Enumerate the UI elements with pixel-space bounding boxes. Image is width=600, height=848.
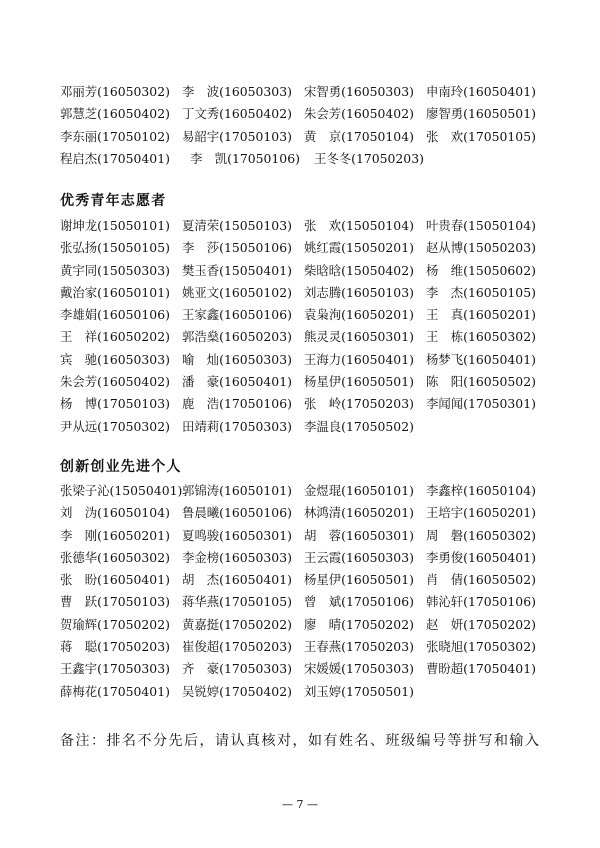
name-entry: 李 杰(16050105) (426, 284, 536, 300)
name-entry: 张 欢(17050105) (426, 128, 536, 144)
name-entry: 杨 维(15050602) (426, 262, 536, 278)
name-entry: 赵从博(15050203) (426, 240, 536, 256)
name-entry: 王云霞(16050303) (304, 549, 414, 565)
name-entry: 胡 蓉(16050301) (304, 527, 414, 543)
page-number: — 7 — (282, 798, 318, 811)
name-entry: 赵 妍(17050202) (426, 616, 536, 632)
honoree-list-continued (60, 81, 552, 170)
name-entry: 廖智勇(16050501) (426, 106, 536, 122)
name-entry: 郭浩燊(16050203) (182, 329, 292, 345)
name-entry: 吴锐婷(17050402) (182, 683, 292, 699)
name-entry: 齐 豪(17050303) (182, 661, 292, 677)
name-entry: 林鸿清(16050201) (304, 505, 414, 521)
name-entry: 熊灵灵(16050301) (304, 329, 414, 345)
name-entry: 夏清荣(15050103) (182, 218, 292, 233)
name-entry: 曹 跃(17050103) (60, 594, 170, 610)
name-entry: 宋媛媛(17050303) (304, 661, 414, 677)
name-entry: 李雄娟(16050106) (60, 307, 170, 323)
name-entry: 李 莎(15050106) (182, 240, 292, 256)
name-entry: 王春燕(17050203) (304, 639, 414, 655)
name-entry: 谢坤龙(15050101) (60, 218, 170, 233)
name-entry: 朱会芳(16050402) (304, 106, 414, 122)
name-entry: 蒋华燕(17050105) (182, 594, 292, 610)
name-entry: 刘 沩(16050104) (60, 505, 170, 521)
name-entry: 张 欢(15050104) (304, 218, 414, 233)
name-entry: 黄 京(17050104) (304, 128, 414, 144)
name-entry: 田靖莉(17050303) (182, 418, 292, 434)
name-entry: 韩沁轩(17050106) (426, 594, 536, 610)
name-entry: 樊玉香(15050401) (182, 262, 292, 278)
name-entry: 胡 杰(16050401) (182, 572, 292, 588)
name-entry: 曹盼超(17050401) (426, 661, 536, 677)
name-entry: 李 波(16050303) (182, 84, 292, 99)
section-heading-innovators: 创新创业先进个人 (60, 459, 182, 475)
name-entry: 李 刚(16050201) (60, 527, 170, 543)
name-entry: 王 祥(16050202) (60, 329, 170, 345)
name-entry: 杨梦飞(16050401) (426, 351, 536, 367)
name-entry: 杨星伊(16050501) (304, 572, 414, 588)
name-entry: 王鑫宇(17050303) (60, 661, 170, 677)
name-entry: 李闻闻(17050301) (426, 396, 536, 412)
name-entry: 周 磐(16050302) (426, 527, 536, 543)
name-entry: 廖 晴(17050202) (304, 616, 414, 632)
name-entry: 程启杰(17050401) (60, 150, 170, 166)
name-entry: 王 栋(16050302) (426, 329, 536, 345)
name-entry: 鲁晨曦(16050106) (182, 505, 292, 521)
name-entry: 朱会芳(16050402) (60, 374, 170, 390)
name-entry: 张 岭(17050203) (304, 396, 414, 412)
name-entry: 郭锦涛(16050101) (182, 483, 292, 498)
name-entry: 黄嘉挺(17050202) (182, 616, 292, 632)
name-entry: 曾 斌(17050106) (304, 594, 414, 610)
name-entry: 喻 灿(16050303) (182, 351, 292, 367)
name-entry: 王家鑫(16050106) (182, 307, 292, 323)
name-entry: 姚亚文(16050102) (182, 284, 292, 300)
name-entry: 潘 豪(16050401) (182, 374, 292, 390)
section-heading-volunteers: 优秀青年志愿者 (60, 193, 167, 209)
name-entry: 杨 博(17050103) (60, 396, 170, 412)
name-entry: 鹿 浩(17050106) (182, 396, 292, 412)
name-entry: 李鑫梓(16050104) (426, 483, 536, 498)
name-entry: 夏鸣骏(16050301) (182, 527, 292, 543)
name-entry: 戴治家(16050101) (60, 284, 170, 300)
name-entry: 张梁子沁(15050401) (60, 483, 183, 498)
name-entry: 李勇俊(16050401) (426, 549, 536, 565)
name-entry: 邓丽芳(16050302) (60, 84, 170, 99)
name-entry: 易韶宇(17050103) (182, 128, 292, 144)
name-entry: 刘玉婷(17050501) (304, 683, 414, 699)
name-entry: 李东丽(17050102) (60, 128, 170, 144)
volunteer-list (60, 215, 552, 438)
name-entry: 张德华(16050302) (60, 549, 170, 565)
remark-note: 备注：排名不分先后，请认真核对，如有姓名、班级编号等拼写和输入 (60, 733, 541, 749)
name-entry: 王 真(16050201) (426, 307, 536, 323)
name-entry: 薛梅花(17050401) (60, 683, 170, 699)
name-entry: 王冬冬(17050203) (314, 150, 424, 166)
name-entry: 贺瑜辉(17050202) (60, 616, 170, 632)
name-entry: 张晓旭(17050302) (426, 639, 536, 655)
name-entry: 金煜琨(16050101) (304, 483, 414, 498)
name-entry: 尹从远(17050302) (60, 418, 170, 434)
name-entry: 申南玲(16050401) (426, 84, 536, 99)
name-entry: 李金榜(16050303) (182, 549, 292, 565)
name-entry: 姚红霞(15050201) (304, 240, 414, 256)
name-entry: 刘志腾(16050103) (304, 284, 414, 300)
name-entry: 蒋 聪(17050203) (60, 639, 170, 655)
name-entry: 宾 驰(16050303) (60, 351, 170, 367)
name-entry: 袁枭洵(16050201) (304, 307, 414, 323)
name-entry: 李 凯(17050106) (190, 150, 300, 166)
name-entry: 王海力(16050401) (304, 351, 414, 367)
name-entry: 李温良(17050502) (304, 418, 414, 434)
name-entry: 丁文秀(16050402) (182, 106, 292, 122)
name-entry: 张弘扬(15050105) (60, 240, 170, 256)
name-entry: 宋智勇(16050303) (304, 84, 414, 99)
name-entry: 杨星伊(16050501) (304, 374, 414, 390)
innovator-list (60, 480, 552, 703)
name-entry: 陈 阳(16050502) (426, 374, 536, 390)
name-entry: 张 盼(16050401) (60, 572, 170, 588)
name-entry: 肖 倩(16050502) (426, 572, 536, 588)
name-entry: 崔俊超(17050203) (182, 639, 292, 655)
name-entry: 郭慧芝(16050402) (60, 106, 170, 122)
name-entry: 叶贵春(15050104) (426, 218, 536, 233)
name-entry: 王培宇(16050201) (426, 505, 536, 521)
name-entry: 黄宇同(15050303) (60, 262, 170, 278)
name-entry: 柴晗晗(15050402) (304, 262, 414, 278)
